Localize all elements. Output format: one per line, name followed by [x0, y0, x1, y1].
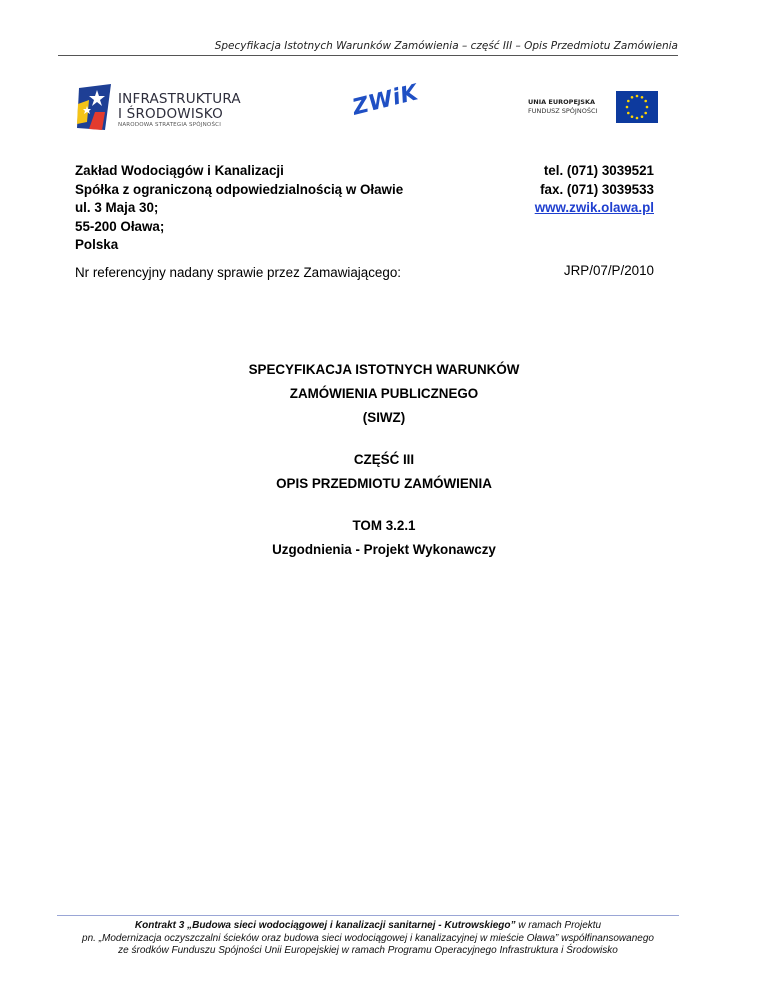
- document-title: [0, 358, 768, 562]
- footer-project-line: pn. „Modernizacja oczyszczalni ścieków oraz budowa sieci wodociągowej i kanalizacyjnej w mieście Oława” współfinansowanego: [82, 932, 654, 944]
- footer-funding-line: ze środków Funduszu Spójności Unii Europejskiej w ramach Programu Operacyjnego Infrastruktura i Środowisko: [118, 945, 618, 956]
- eu-flag-icon: [616, 91, 658, 123]
- page-footer: [57, 915, 679, 958]
- footer-contract-line: Kontrakt 3 „Budowa sieci wodociągowej i kanalizacji sanitarnej - Kutrowskiego” w ramach Projektu: [134, 920, 602, 931]
- organization-name: Zakład Wodociągów i Kanalizacji: [75, 163, 284, 178]
- running-header: Specyfikacja Istotnych Warunków Zamówienia – część III – Opis Przedmiotu Zamówienia: [58, 40, 678, 56]
- part-number: CZĘŚĆ III: [353, 452, 415, 467]
- infrastruktura-logo: [75, 82, 250, 134]
- contact-fax: fax. (071) 3039533: [540, 181, 654, 197]
- reference-number: JRP/07/P/2010: [563, 263, 654, 278]
- volume-number: TOM 3.2.1: [352, 518, 416, 533]
- contact-info: [535, 162, 654, 218]
- title-line-3: (SIWZ): [362, 410, 406, 425]
- zwik-logo: ZWiK: [349, 80, 421, 121]
- organization-address: [75, 162, 403, 255]
- part-title: OPIS PRZEDMIOTU ZAMÓWIENIA: [276, 476, 492, 491]
- organization-country: Polska: [75, 237, 119, 252]
- title-line-2: ZAMÓWIENIA PUBLICZNEGO: [289, 386, 479, 401]
- website-link[interactable]: www.zwik.olawa.pl: [534, 200, 654, 215]
- eu-logo-text: UNIA EUROPEJSKA FUNDUSZ SPÓJNOŚCI: [528, 98, 598, 115]
- infrastruktura-emblem-icon: [75, 82, 115, 134]
- volume-title: Uzgodnienia - Projekt Wykonawczy: [272, 542, 496, 557]
- reference-label: Nr referencyjny nadany sprawie przez Zamawiającego:: [75, 265, 401, 280]
- contact-phone: tel. (071) 3039521: [543, 163, 654, 178]
- infrastruktura-subtitle: NARODOWA STRATEGIA SPÓJNOŚCI: [118, 122, 222, 128]
- eu-logo: [528, 91, 660, 125]
- infrastruktura-title: INFRASTRUKTURA I ŚRODOWISKO: [118, 91, 241, 122]
- title-line-1: SPECYFIKACJA ISTOTNYCH WARUNKÓW: [248, 362, 520, 377]
- organization-city: 55-200 Oława;: [75, 218, 165, 234]
- organization-street: ul. 3 Maja 30;: [75, 200, 159, 215]
- organization-legal-form: Spółka z ograniczoną odpowiedzialnością w Oławie: [75, 181, 404, 197]
